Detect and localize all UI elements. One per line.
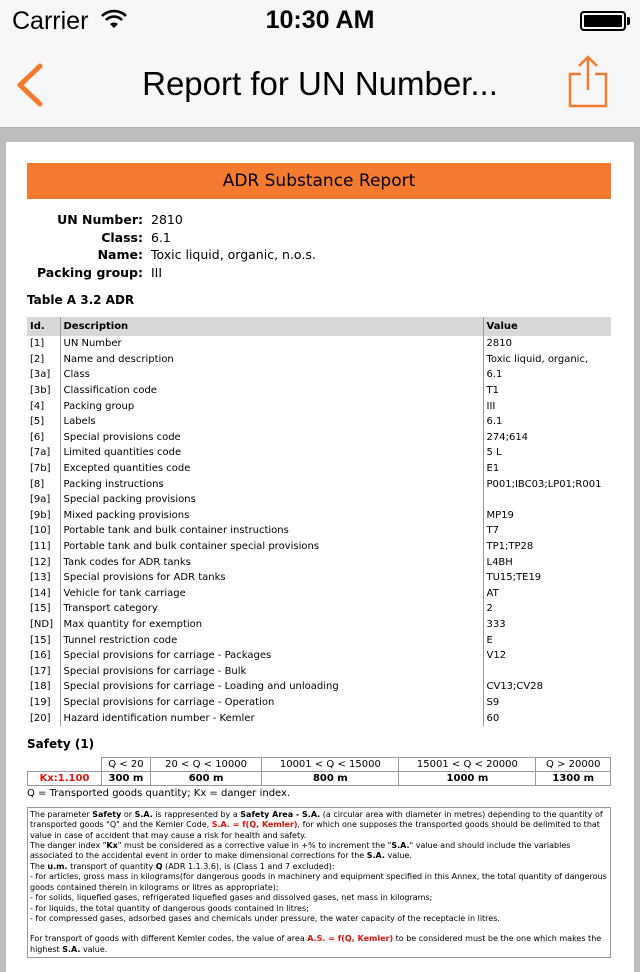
safety-table <box>27 757 611 786</box>
chevron-left-icon[interactable] <box>14 62 44 108</box>
cell-value: CV13;CV28 <box>486 681 543 693</box>
safety-range: Q < 20 <box>102 757 151 771</box>
table-row <box>27 476 611 492</box>
table-row <box>27 508 611 524</box>
table-row <box>27 648 611 664</box>
cell-id: [8] <box>27 476 60 492</box>
battery-tip <box>627 17 630 25</box>
note-paragraph: For transport of goods with different Kemler codes, the value of area A.S. = f(Q, Kemler) to be considered must be the one which makes the highest S.A. value. <box>30 934 602 954</box>
info-value: 2810 <box>151 212 183 227</box>
cell-description: Class <box>60 367 483 383</box>
info-row <box>27 229 611 247</box>
table-row <box>27 367 611 383</box>
cell-id: [7b] <box>27 461 60 477</box>
info-value: Toxic liquid, organic, n.o.s. <box>151 247 316 262</box>
cell-id: [17] <box>27 663 60 679</box>
cell-id: [13] <box>27 570 60 586</box>
cell-description: Special provisions code <box>60 430 483 446</box>
cell-value: T1 <box>486 385 499 397</box>
cell-value: S9 <box>486 696 500 708</box>
report-header: ADR Substance Report <box>27 163 611 199</box>
cell-id: [15] <box>27 632 60 648</box>
cell-value: 60 <box>486 712 500 724</box>
safety-value-row <box>28 771 611 785</box>
table-row <box>27 336 611 352</box>
cell-value: 333 <box>486 618 506 630</box>
safety-explanation <box>27 807 611 958</box>
cell-description: Tank codes for ADR tanks <box>60 554 483 570</box>
cell-id: [9b] <box>27 508 60 524</box>
cell-id: [19] <box>27 695 60 711</box>
cell-value: T7 <box>486 525 499 537</box>
table-row <box>27 632 611 648</box>
table-row <box>27 617 611 633</box>
cell-id: [4] <box>27 398 60 414</box>
table-header-row <box>27 317 611 336</box>
cell-value: TP1;TP28 <box>486 541 534 553</box>
cell-description: Special provisions for ADR tanks <box>60 570 483 586</box>
table-row <box>27 383 611 399</box>
table-row <box>27 570 611 586</box>
table-row <box>27 710 611 726</box>
safety-range: Q > 20000 <box>536 757 611 771</box>
safety-range: 10001 < Q < 15000 <box>262 757 399 771</box>
status-bar <box>0 0 640 40</box>
cell-value: 2810 <box>486 338 512 350</box>
cell-id: [3a] <box>27 367 60 383</box>
safety-range: 15001 < Q < 20000 <box>399 757 536 771</box>
cell-description: Max quantity for exemption <box>60 617 483 633</box>
safety-note: Q = Transported goods quantity; Kx = danger index. <box>27 787 291 799</box>
carrier-label: Carrier <box>12 7 89 35</box>
cell-value: P001;IBC03;LP01;R001 <box>486 478 602 490</box>
kx-value: Kx:1.100 <box>28 771 102 785</box>
cell-value: MP19 <box>486 509 514 521</box>
table-row <box>27 492 611 508</box>
note-spacer <box>30 924 608 934</box>
adr-table <box>27 317 611 726</box>
table-row <box>27 352 611 368</box>
info-value: III <box>151 264 163 280</box>
report-document <box>6 142 634 972</box>
cell-description: UN Number <box>60 336 483 352</box>
page-title: Report for UN Number... <box>142 65 498 102</box>
cell-id: [5] <box>27 414 60 430</box>
cell-value <box>483 492 611 508</box>
note-list-item: - for compressed gases, adsorbed gases and chemicals under pressure, the water capacity of the receptacle in litres. <box>30 913 500 923</box>
safety-blank-cell <box>28 757 102 771</box>
cell-description: Portable tank and bulk container special provisions <box>60 539 483 555</box>
cell-value: Toxic liquid, organic, <box>486 353 589 365</box>
table-row <box>27 445 611 461</box>
cell-value: 6.1 <box>486 416 503 428</box>
safety-range-row <box>28 757 611 771</box>
cell-id: [12] <box>27 554 60 570</box>
cell-description: Special packing provisions <box>60 492 483 508</box>
table-row <box>27 601 611 617</box>
note-paragraph: The danger index "Kx" must be considered as a corrective value in +% to increment the "S.A." value and should include the variables associated to the accidental event in order to make dimensional corrections for the S.A. value. <box>30 841 571 861</box>
safety-distance: 300 m <box>102 771 151 785</box>
cell-description: Vehicle for tank carriage <box>60 586 483 602</box>
cell-id: [3b] <box>27 383 60 399</box>
info-row <box>27 211 611 229</box>
cell-value: 2 <box>486 603 493 615</box>
cell-id: [10] <box>27 523 60 539</box>
cell-value: E <box>486 634 493 646</box>
cell-description: Hazard identification number - Kemler <box>60 710 483 726</box>
navigation-bar <box>0 40 640 128</box>
info-key: Class: <box>101 229 143 245</box>
table-row <box>27 554 611 570</box>
share-icon[interactable] <box>566 54 610 110</box>
safety-distance: 600 m <box>150 771 261 785</box>
cell-value: TU15;TE19 <box>486 572 542 584</box>
cell-description: Special provisions for carriage - Bulk <box>60 663 483 679</box>
cell-id: [2] <box>27 352 60 368</box>
cell-description: Special provisions for carriage - Loading and unloading <box>60 679 483 695</box>
column-header-id: Id. <box>27 317 60 336</box>
cell-id: [11] <box>27 539 60 555</box>
safety-distance: 1000 m <box>399 771 536 785</box>
cell-description: Excepted quantities code <box>60 461 483 477</box>
cell-description: Mixed packing provisions <box>60 508 483 524</box>
cell-value: 274;614 <box>486 431 529 443</box>
table-row <box>27 414 611 430</box>
note-paragraph: The parameter Safety or S.A. is rappresented by a Safety Area - S.A. (a circular area with diameter in metres) depending to the quantity of transported goods "Q" and the Kemler Code, S.A. = f(Q, Kemler), for which one supposes the transported goods should be delimited to that value in case of accident that may cause a risk for health and safety. <box>30 809 603 840</box>
column-header-value: Value <box>483 317 611 336</box>
table-row <box>27 430 611 446</box>
cell-id: [6] <box>27 430 60 446</box>
cell-value: V12 <box>486 650 507 662</box>
cell-id: [14] <box>27 586 60 602</box>
table-row <box>27 695 611 711</box>
cell-description: Packing group <box>60 398 483 414</box>
cell-id: [1] <box>27 336 60 352</box>
cell-description: Classification code <box>60 383 483 399</box>
table-row <box>27 523 611 539</box>
note-paragraph: The u.m. transport of quantity Q (ADR 1.1.3.6), is (Class 1 and 7 excluded): <box>30 861 335 871</box>
safety-distance: 1300 m <box>536 771 611 785</box>
safety-range: 20 < Q < 10000 <box>150 757 261 771</box>
table-row <box>27 461 611 477</box>
cell-value: AT <box>486 587 499 599</box>
cell-id: [18] <box>27 679 60 695</box>
safety-title: Safety (1) <box>27 736 95 751</box>
cell-value <box>483 663 611 679</box>
info-key: Packing group: <box>36 264 143 280</box>
info-row <box>27 246 611 264</box>
cell-value: 6.1 <box>486 369 503 381</box>
table-row <box>27 539 611 555</box>
cell-id: [16] <box>27 648 60 664</box>
info-row <box>27 264 611 282</box>
cell-description: Portable tank and bulk container instructions <box>60 523 483 539</box>
cell-id: [15] <box>27 601 60 617</box>
cell-description: Tunnel restriction code <box>60 632 483 648</box>
cell-value: E1 <box>486 463 500 475</box>
note-list-item: - for articles, gross mass in kilograms(for dangerous goods in machinery and equipment specified in this Annex, the total quantity of dangerous goods contained therein in kilograms or litres as appropriate); <box>30 872 607 892</box>
cell-description: Labels <box>60 414 483 430</box>
note-list-item: - for liquids, the total quantity of dangerous goods contained in litres; <box>30 903 309 913</box>
battery-icon <box>580 11 626 31</box>
cell-value: III <box>486 400 496 412</box>
cell-description: Name and description <box>60 352 483 368</box>
cell-description: Transport category <box>60 601 483 617</box>
cell-value: L4BH <box>486 556 513 568</box>
column-header-description: Description <box>60 317 483 336</box>
clock: 10:30 AM <box>265 6 375 34</box>
cell-id: [20] <box>27 710 60 726</box>
cell-description: Packing instructions <box>60 476 483 492</box>
cell-id: [9a] <box>27 492 60 508</box>
table-title: Table A 3.2 ADR <box>27 293 135 307</box>
info-key: UN Number: <box>57 212 143 227</box>
substance-info <box>27 211 611 281</box>
table-row <box>27 679 611 695</box>
cell-id: [7a] <box>27 445 60 461</box>
info-value: 6.1 <box>151 229 171 245</box>
cell-description: Special provisions for carriage - Operation <box>60 695 483 711</box>
cell-description: Special provisions for carriage - Packages <box>60 648 483 664</box>
table-row <box>27 663 611 679</box>
cell-id: [ND] <box>27 617 60 633</box>
table-row <box>27 586 611 602</box>
cell-value: 5 L <box>486 447 502 459</box>
safety-distance: 800 m <box>262 771 399 785</box>
info-key: Name: <box>97 247 143 262</box>
table-row <box>27 398 611 414</box>
note-list-item: - for solids, liquefied gases, refrigerated liquefied gases and dissolved gases, net mass in kilograms; <box>30 893 433 903</box>
cell-description: Limited quantities code <box>60 445 483 461</box>
